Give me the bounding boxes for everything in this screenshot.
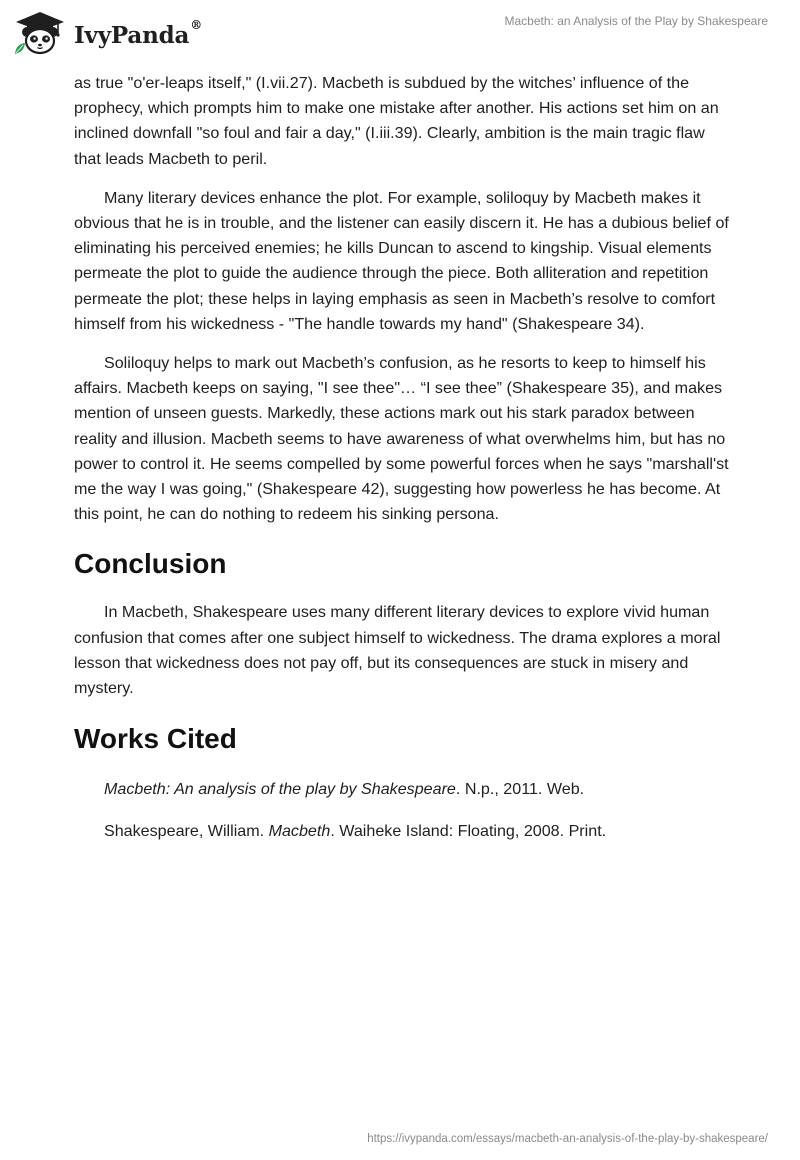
citation-title: Macbeth bbox=[268, 822, 331, 841]
body-paragraph: as true "o'er-leaps itself," (I.vii.27). Macbeth is subdued by the witches’ influence of the prophecy, which prompts him to make one mistake after another. His actions set him on an inclined downfall "so foul and fair a day," (I.iii.39). Clearly, ambition is the main tragic flaw that leads Macbeth to peril. bbox=[74, 74, 719, 168]
document-title: Macbeth: an Analysis of the Play by Shakespeare bbox=[504, 14, 768, 28]
citation-details: . Waiheke Island: Floating, 2008. Print. bbox=[330, 822, 607, 841]
panda-graduate-icon bbox=[12, 10, 68, 56]
page-header bbox=[0, 0, 800, 70]
works-cited-heading: Works Cited bbox=[74, 723, 237, 755]
brand-name: IvyPanda® bbox=[74, 17, 202, 49]
source-url[interactable]: https://ivypanda.com/essays/macbeth-an-analysis-of-the-play-by-shakespeare/ bbox=[367, 1133, 768, 1145]
citation-details: . N.p., 2011. Web. bbox=[455, 780, 585, 799]
citation-title: Macbeth: An analysis of the play by Shakespeare bbox=[104, 780, 456, 799]
citation-author: Shakespeare, William. bbox=[104, 822, 269, 841]
conclusion-paragraph: In Macbeth, Shakespeare uses many different literary devices to explore vivid human confusion that comes after one subject himself to wickedness. The drama explores a moral lesson that wickedness does not pay off, but its consequences are stuck in misery and mystery. bbox=[74, 603, 721, 698]
body-paragraph: Soliloquy helps to mark out Macbeth’s confusion, as he resorts to keep to himself his affairs. Macbeth keeps on saying, "I see thee"… “I see thee” (Shakespeare 35), and makes mention of unseen guests. Markedly, these actions mark out his stark paradox between reality and illusion. Macbeth seems to have awareness of what overwhelms him, but has no power to control it. He seems compelled by some powerful forces when he says "marshall'st me the way I was going," (Shakespeare 42), suggesting how powerless he has become. At this point, he can do nothing to redeem his sinking persona. bbox=[74, 354, 729, 524]
ivypanda-logo[interactable] bbox=[12, 10, 202, 56]
citation-entry bbox=[104, 777, 734, 802]
conclusion-heading: Conclusion bbox=[74, 548, 227, 580]
essay-content bbox=[74, 71, 734, 861]
citation-entry bbox=[104, 819, 734, 844]
registered-mark: ® bbox=[190, 17, 202, 32]
body-paragraph: Many literary devices enhance the plot. For example, soliloquy by Macbeth makes it obvious that he is in trouble, and the listener can easily discern it. He has a dubious belief of eliminating his perceived enemies; he kills Duncan to ascend to kingship. Visual elements permeate the plot to guide the audience through the piece. Both alliteration and repetition permeate the plot; these helps in laying emphasis as seen in Macbeth’s resolve to comfort himself from his wickedness - "The handle towards my hand" (Shakespeare 34). bbox=[74, 188, 729, 333]
